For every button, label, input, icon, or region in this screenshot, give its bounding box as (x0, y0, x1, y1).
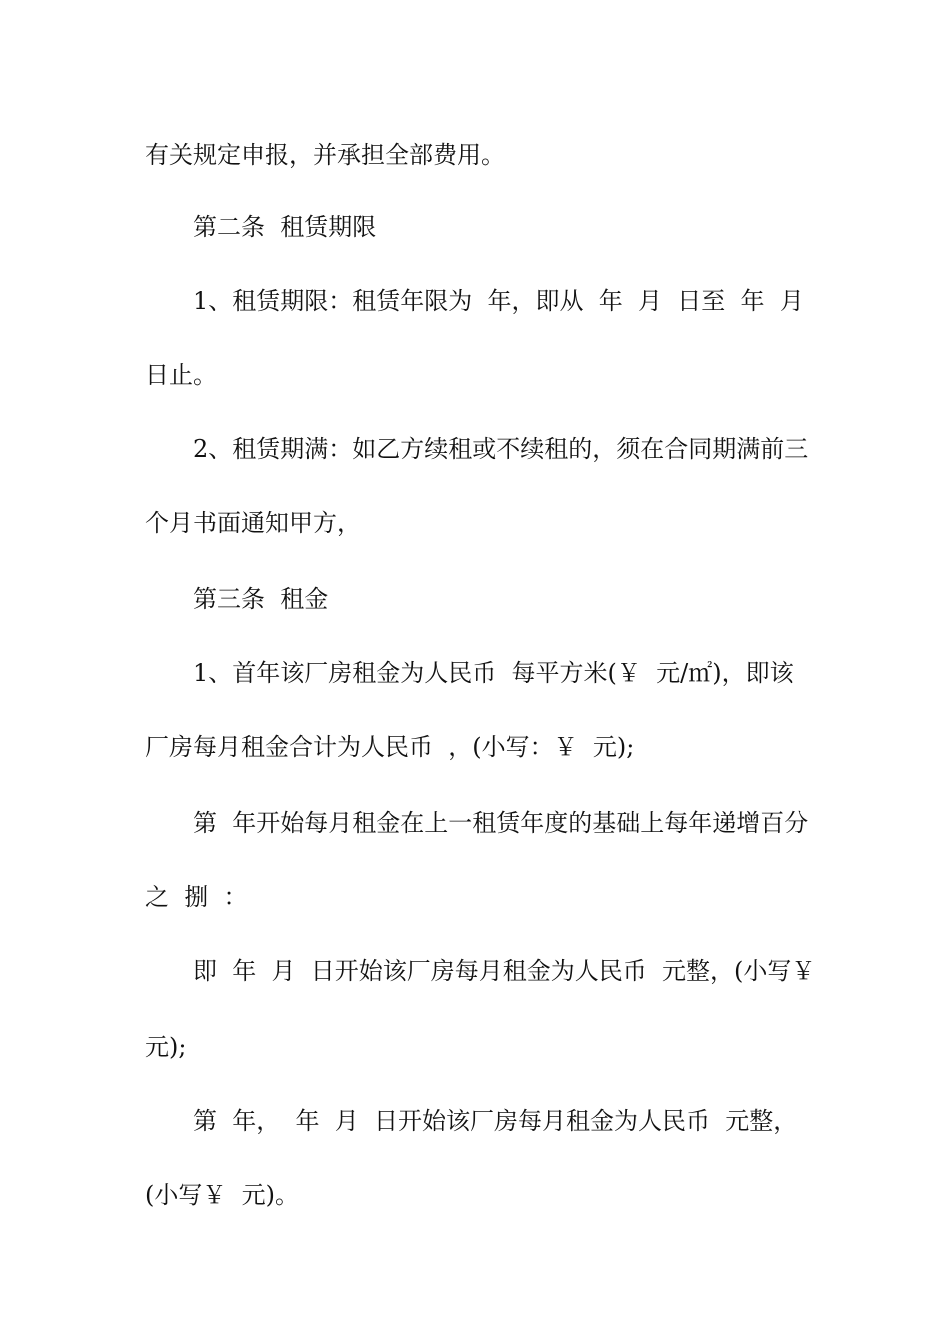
text-line: 第 年， 年 月 日开始该厂房每月租金为人民币 元整， (193, 1107, 798, 1135)
section-heading: 第二条 租赁期限 (193, 213, 377, 241)
text-line: 厂房每月租金合计为人民币 ，(小写：￥ 元); (145, 733, 635, 761)
text-line: 1、租赁期限：租赁年限为 年，即从 年 月 日至 年 月 (193, 287, 804, 315)
text-line: 第 年开始每月租金在上一租赁年度的基础上每年递增百分 (193, 809, 809, 837)
text-line: 有关规定申报，并承担全部费用。 (145, 141, 505, 169)
text-line: 之 捌 ： (145, 883, 248, 911)
text-line: 1、首年该厂房租金为人民币 每平方米(￥ 元/㎡)，即该 (193, 659, 794, 687)
section-heading: 第三条 租金 (193, 585, 329, 613)
text-line: 2、租赁期满：如乙方续租或不续租的，须在合同期满前三 (193, 435, 809, 463)
text-line: 日止。 (145, 361, 217, 389)
text-line: (小写￥ 元)。 (145, 1181, 299, 1209)
text-line: 元); (145, 1033, 187, 1061)
text-line: 即 年 月 日开始该厂房每月租金为人民币 元整，(小写￥ (193, 957, 816, 985)
text-line: 个月书面通知甲方， (145, 509, 361, 537)
